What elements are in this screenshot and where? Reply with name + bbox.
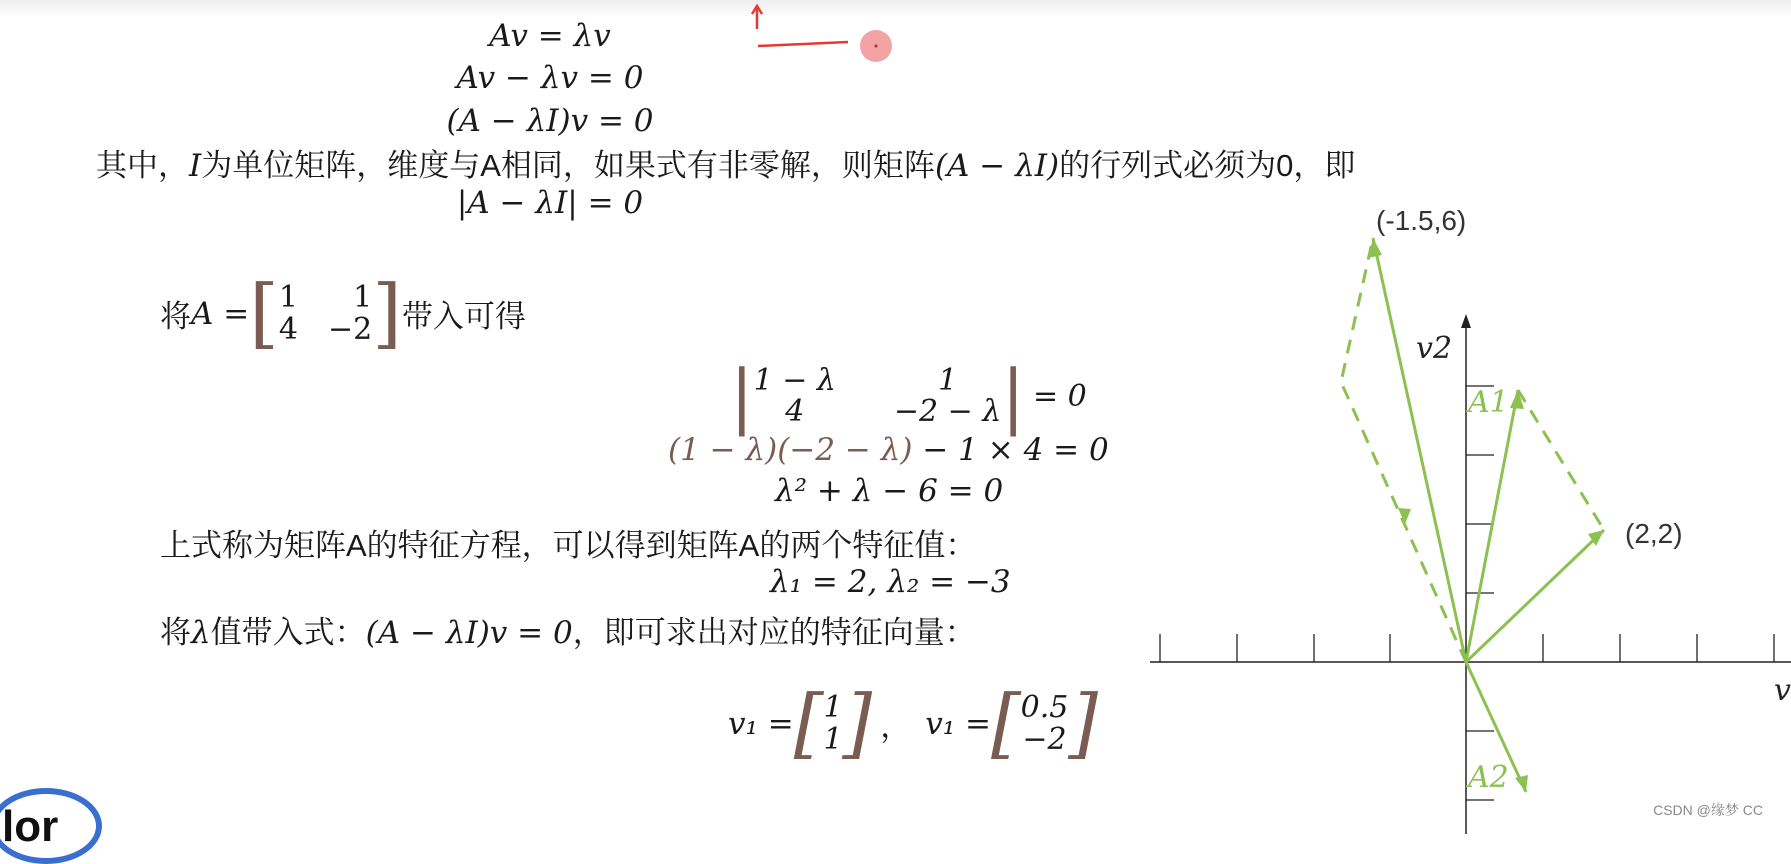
label-v1-axis: v [1774, 673, 1791, 708]
dashed-vectors [1341, 238, 1604, 662]
arrowhead [1510, 390, 1524, 409]
bracket-left: [ [793, 678, 824, 768]
bracket-left: [ [990, 678, 1021, 768]
cursor-center [875, 45, 878, 48]
vector-figure [1140, 200, 1791, 834]
text-prefix: 将 [160, 615, 191, 650]
det-cell: −2 − λ [893, 394, 1002, 429]
red-underline [758, 42, 848, 46]
expand-b: (−2 − λ) [777, 432, 913, 468]
text-middle: 值带入式： [210, 615, 366, 650]
vector-v1 [793, 678, 873, 768]
dashed-path-right [1518, 390, 1604, 530]
det-cells [753, 362, 1002, 429]
label-a2: A2 [1468, 760, 1509, 795]
sentence-identity-matrix [96, 140, 1355, 185]
v2-label: v₁ = [925, 705, 991, 742]
det-cell: 1 [938, 362, 958, 398]
bracket-left: [ [249, 268, 279, 358]
matrix-cell: 4 [278, 311, 298, 347]
equation-determinant [0, 185, 1100, 221]
equation-text: Av − λv = 0 [456, 60, 644, 96]
characteristic-sentence [160, 520, 976, 565]
watermark: CSDN @缘梦 CC [1653, 802, 1763, 818]
equation-text: |A − λI| = 0 [456, 185, 644, 221]
text-prefix: 将 [160, 299, 191, 334]
matrix-cell: 1 [278, 280, 298, 315]
det-cell: 4 [785, 394, 805, 429]
eigenvalues-text: λ₁ = 2, λ₂ = −3 [770, 564, 1011, 600]
det-bar-left: | [730, 355, 754, 437]
equation-a-minus-lambda-i [0, 103, 1100, 139]
vector-cell: 0.5 [1020, 690, 1069, 725]
vector-cell: 1 [823, 690, 843, 725]
symbol-equation: (A − λI)v = 0 [365, 615, 573, 651]
label-top-point: (-1.5,6) [1376, 205, 1467, 236]
label-v2-axis: v2 [1416, 331, 1453, 366]
label-right-point: (2,2) [1625, 518, 1683, 549]
equation-av-lambda-v [0, 18, 1100, 54]
bracket-right: ] [372, 268, 402, 358]
symbol-a-eq: A = [191, 295, 250, 332]
logo-text: lor [2, 802, 59, 851]
text-suffix: 的行列式必须为0，即 [1059, 148, 1356, 183]
equation-av-minus [0, 60, 1100, 96]
substitute-matrix-line [160, 268, 526, 358]
vector-to-neg1.5-6 [1373, 238, 1466, 662]
symbol-matrix: (A − λI) [934, 148, 1060, 184]
matrix-cell: 1 [353, 280, 373, 315]
eigenvalues [770, 564, 1011, 600]
expand-a: (1 − λ) [668, 432, 778, 468]
symbol-lambda: λ [191, 615, 211, 651]
label-a1: A1 [1468, 385, 1509, 420]
det-eq-zero: = 0 [1032, 378, 1087, 414]
characteristic-text: 上式称为矩阵A的特征方程，可以得到矩阵A的两个特征值： [160, 528, 977, 563]
text-suffix: 带入可得 [401, 299, 526, 334]
arrowhead [1515, 775, 1528, 792]
vector-cell: 1 [823, 721, 843, 757]
equation-text: (A − λI)v = 0 [446, 103, 654, 139]
determinant-expression [730, 355, 1087, 437]
equation-text: Av = λv [489, 18, 611, 54]
vector-v2 [990, 678, 1098, 768]
symbol-i: I [189, 148, 202, 184]
matrix-a-cells [279, 282, 372, 345]
arrowhead [1398, 508, 1411, 524]
text-middle: 为单位矩阵，维度与A相同，如果式有非零解，则矩阵 [201, 148, 935, 183]
quadratic-text: λ² + λ − 6 = 0 [775, 473, 1004, 509]
separator: ， [880, 709, 912, 745]
quadratic-equation [775, 473, 1003, 509]
bracket-right: ] [1068, 678, 1098, 768]
text-prefix: 其中， [96, 148, 189, 183]
vector-v2-cells [1021, 692, 1069, 755]
text-suffix: ，即可求出对应的特征向量： [572, 615, 976, 650]
bracket-right: ] [842, 678, 873, 768]
matrix-cell: −2 [327, 311, 373, 347]
solve-sentence [160, 607, 976, 652]
y-axis-arrowhead [1461, 314, 1471, 328]
det-bar-right: | [1001, 355, 1025, 437]
dashed-path-left [1341, 238, 1466, 662]
expand-c: − 1 × 4 = 0 [922, 432, 1109, 468]
matrix-a [249, 268, 402, 358]
eigenvectors [728, 678, 1098, 768]
vector-cell: −2 [1022, 721, 1067, 757]
det-cell: 1 − λ [753, 362, 836, 398]
v1-label: v₁ = [728, 705, 794, 742]
vector-v1-cells [823, 692, 842, 755]
expanded-determinant [668, 432, 1109, 468]
